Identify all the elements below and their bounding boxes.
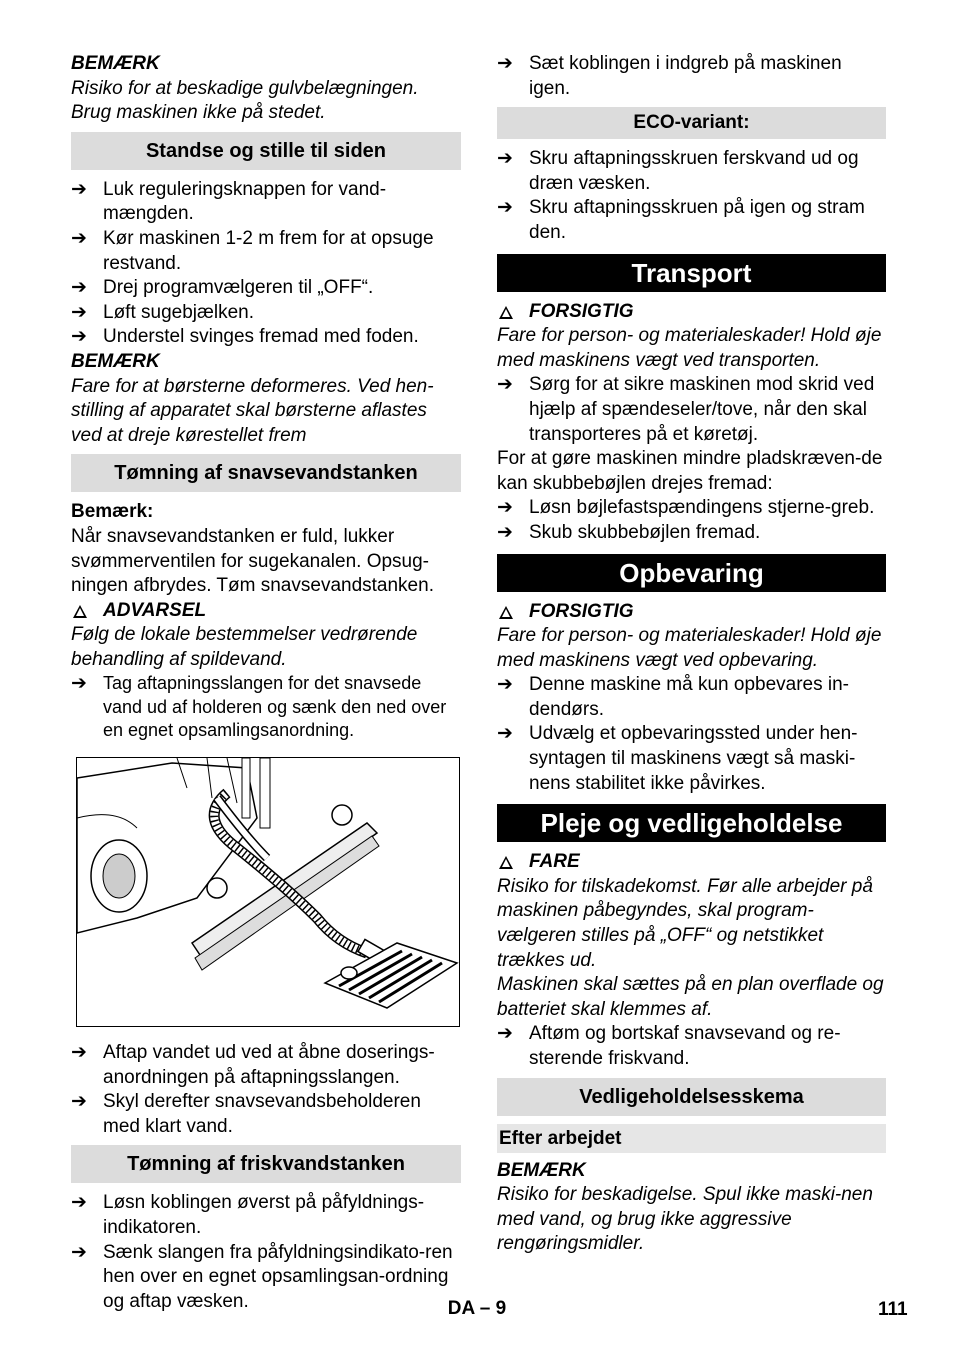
list-item: ➔ Løsn bøjlefastspændingens stjerne-greb.	[497, 496, 886, 521]
warning-text: Fare for person- og materialeskader! Hold øje med maskinens vægt ved transporten.	[497, 325, 882, 371]
paragraph: Når snavsevandstanken er fuld, lukker svømmerventilen for sugekanalen. Opsug-ningen afbrydes. Tøm snavsevandstanken.	[71, 525, 434, 597]
arrow-right-icon: ➔	[497, 1023, 513, 1045]
subsection-heading: Efter arbejdet	[497, 1124, 886, 1153]
arrow-right-icon: ➔	[497, 148, 513, 170]
note-text: Risiko for beskadigelse. Spul ikke maski-nen med vand, og brug ikke aggressive rengøringsmidler.	[497, 1184, 873, 1255]
arrow-right-icon: ➔	[497, 723, 513, 745]
warning-label: FARE	[497, 850, 886, 875]
section-heading: ECO-variant:	[497, 107, 886, 139]
right-column	[497, 52, 886, 1257]
warning-text: Risiko for tilskadekomst. Før alle arbejder på maskinen påbegyndes, skal program-vælgeren stilles på „OFF“ og netstikket trækkes ud.	[497, 875, 873, 971]
page-number: 111	[878, 1299, 908, 1320]
list-item: ➔ Sænk slangen fra påfyldningsindikato-ren hen over en egnet opsamlingsan-ordning og aftap væsken.	[71, 1241, 453, 1312]
arrow-right-icon: ➔	[71, 326, 87, 348]
list-item: ➔ Luk reguleringsknappen for vand-mængden.	[71, 178, 387, 225]
note-label: BEMÆRK	[497, 1159, 586, 1181]
list-item: ➔ Sørg for at sikre maskinen mod skrid ved hjælp af spændeseler/tove, når den skal transporteres på et køretøj.	[497, 374, 875, 445]
list-item: ➔ Skyl derefter snavsevandsbeholderen med klart vand.	[71, 1091, 421, 1137]
warning-text: Fare for person- og materialeskader! Hold øje med maskinens vægt ved opbevaring.	[497, 625, 882, 671]
note-text: Fare for at børsterne deformeres. Ved hen-stilling af apparatet skal børsterne aflastes ved at dreje kørestellet frem	[71, 375, 434, 446]
warning-text: Følg de lokale bestemmelser vedrørende behandling af spildevand.	[71, 624, 418, 670]
arrow-right-icon: ➔	[71, 1091, 87, 1113]
warning-icon	[73, 605, 87, 618]
arrow-right-icon: ➔	[497, 374, 513, 396]
hose-illustration	[76, 757, 460, 1027]
note-text: Risiko for at beskadige gulvbelægningen.	[71, 77, 419, 99]
section-heading: Vedligeholdelsesskema	[497, 1078, 886, 1116]
list-item: ➔ Drej programvælgeren til „OFF“.	[71, 276, 461, 301]
arrow-right-icon: ➔	[497, 521, 513, 543]
arrow-right-icon: ➔	[497, 53, 513, 74]
list-item: ➔ Skru aftapningsskruen ferskvand ud og dræn væsken.	[497, 148, 859, 194]
list-item: ➔ Aftøm og bortskaf snavsevand og re-sterende friskvand.	[497, 1023, 841, 1069]
note-label: BEMÆRK	[71, 53, 160, 74]
list-item: ➔ Denne maskine må kun opbevares in-dendørs.	[497, 674, 850, 720]
note-label: Bemærk:	[71, 501, 154, 523]
list-item: ➔ Sæt koblingen i indgreb på maskinen igen.	[497, 53, 842, 99]
arrow-right-icon: ➔	[71, 227, 87, 249]
warning-text: Maskinen skal sættes på en plan overflade og batteriet skal klemmes af.	[497, 974, 884, 1020]
list-item: ➔ Tag aftapningsslangen for det snavsede vand ud af holderen og sænk den ned over en egnet opsamlingsanordning.	[71, 673, 447, 741]
chapter-heading: Pleje og vedligeholdelse	[497, 804, 886, 842]
arrow-right-icon: ➔	[71, 673, 87, 695]
arrow-right-icon: ➔	[71, 178, 87, 200]
left-column	[71, 52, 461, 1314]
list-item: ➔ Udvælg et opbevaringssted under hen-syntagen til maskinens vægt så maski-nens stabilitet ikke påvirkes.	[497, 723, 858, 794]
arrow-right-icon: ➔	[497, 197, 513, 219]
warning-icon	[499, 306, 513, 319]
warning-icon	[499, 606, 513, 619]
list-item: ➔ Løsn koblingen øverst på påfyldnings-indikatoren.	[71, 1192, 425, 1238]
section-heading: Standse og stille til siden	[71, 132, 461, 170]
arrow-right-icon: ➔	[71, 301, 87, 323]
note-text: Brug maskinen ikke på stedet.	[71, 102, 326, 124]
list-item: ➔ Løft sugebjælken.	[71, 301, 461, 326]
arrow-right-icon: ➔	[497, 674, 513, 696]
page-footer-label: DA – 9	[447, 1298, 507, 1319]
list-item: ➔ Aftap vandet ud ved at åbne doserings-anordningen på aftapningsslangen.	[71, 1041, 435, 1088]
chapter-heading: Transport	[497, 254, 886, 292]
list-item: ➔ Kør maskinen 1-2 m frem for at opsuge restvand.	[71, 227, 434, 274]
arrow-right-icon: ➔	[71, 1041, 87, 1063]
chapter-heading: Opbevaring	[497, 554, 886, 592]
paragraph: For at gøre maskinen mindre pladskræven-de kan skubbebøjlen drejes fremad:	[497, 448, 883, 494]
arrow-right-icon: ➔	[71, 277, 87, 299]
note-label: BEMÆRK	[71, 350, 160, 372]
list-item: ➔ Skub skubbebøjlen fremad.	[497, 521, 886, 546]
arrow-right-icon: ➔	[71, 1241, 87, 1263]
warning-icon	[499, 856, 513, 869]
arrow-right-icon: ➔	[497, 497, 513, 519]
warning-label: FORSIGTIG	[497, 600, 886, 625]
list-item: ➔ Skru aftapningsskruen på igen og stram den.	[497, 197, 865, 243]
section-heading: Tømning af friskvandstanken	[71, 1145, 461, 1183]
warning-label: FORSIGTIG	[497, 300, 886, 325]
warning-label: ADVARSEL	[71, 599, 461, 624]
section-heading: Tømning af snavsevandstanken	[71, 454, 461, 492]
list-item: ➔ Understel svinges fremad med foden.	[71, 325, 461, 350]
arrow-right-icon: ➔	[71, 1192, 87, 1214]
